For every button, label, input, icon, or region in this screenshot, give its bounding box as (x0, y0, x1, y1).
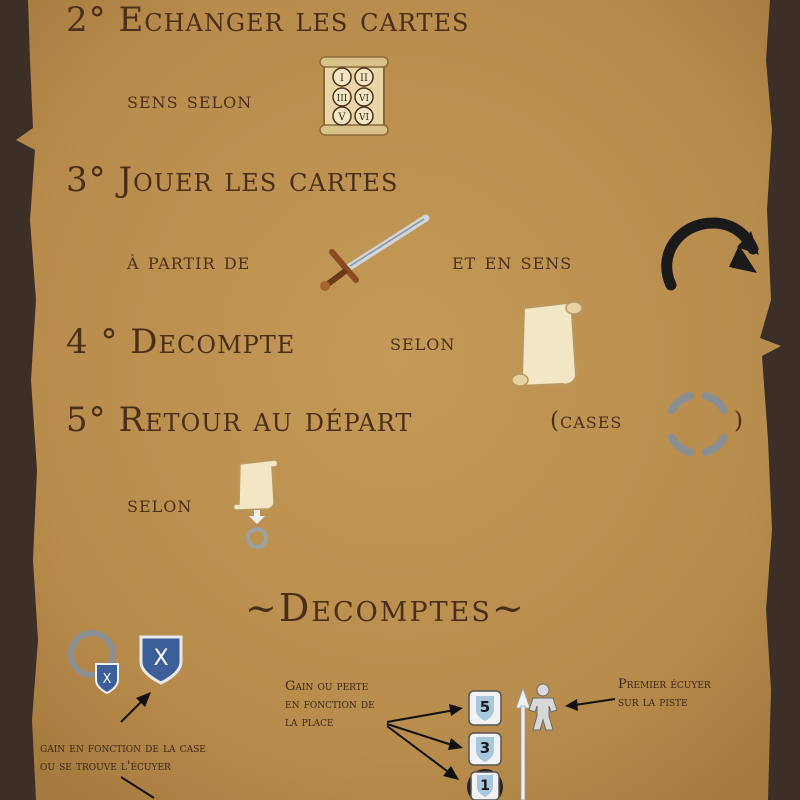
badge-3-icon (468, 732, 502, 766)
numeral-3: III (336, 94, 348, 104)
step5-paren-close: ) (734, 408, 744, 434)
step2-title: 2° Echanger les cartes (66, 0, 470, 40)
numeral-2: II (360, 73, 368, 84)
premier-label (618, 676, 711, 712)
step5-title: 5° Retour au départ (66, 400, 413, 440)
step3-detail-start: à partir de (127, 249, 251, 275)
small-shield-mark: X (102, 672, 112, 687)
arrow-icon (118, 688, 154, 726)
decomptes-title: ~Decomptes~ (245, 586, 526, 630)
rotate-arrow-icon (655, 215, 759, 293)
premier-line1: Premier écuyer (618, 677, 711, 692)
badge-1-label: 1 (480, 778, 490, 794)
arrow-down-icon (118, 774, 158, 800)
sword-icon (320, 212, 432, 290)
scroll-to-ring-icon (232, 458, 282, 554)
scroll-icon (510, 298, 590, 390)
place-arrows-icon (385, 690, 467, 782)
scroll-numerals-icon (318, 55, 390, 137)
arrow-premier-icon (563, 694, 617, 712)
ring-shield-icon (66, 628, 126, 694)
shield-icon (138, 634, 184, 686)
step2-detail: sens selon (127, 88, 253, 114)
numeral-6: VI (358, 113, 370, 123)
numeral-5: V (338, 112, 346, 123)
squire-icon (527, 682, 559, 732)
gain-case-line1: gain en fonction de la case (40, 741, 206, 756)
ring-cases-icon (660, 390, 736, 458)
gain-case-label (40, 740, 206, 776)
step4-title: 4 ° Decompte (66, 322, 296, 362)
gain-place-line1: Gain ou perte (285, 679, 369, 694)
badge-5-label: 5 (479, 698, 491, 716)
step5-paren-open: (cases (550, 408, 623, 434)
step5-detail: selon (127, 492, 193, 518)
gain-place-line3: la place (285, 715, 334, 730)
premier-line2: sur la piste (618, 695, 688, 710)
shield-mark: X (153, 646, 169, 671)
gain-place-line2: en fonction de (285, 697, 375, 712)
gain-case-line2: ou se trouve l'écuyer (40, 759, 171, 774)
step3-title: 3° Jouer les cartes (66, 160, 399, 200)
badge-3-label: 3 (479, 739, 491, 757)
badge-5-icon (468, 690, 502, 726)
step4-detail: selon (390, 330, 456, 356)
numeral-1: I (340, 73, 344, 84)
gain-place-label (285, 678, 375, 732)
badge-1-icon (466, 768, 504, 800)
step3-detail-direction: et en sens (452, 249, 573, 275)
numeral-4: VI (358, 94, 370, 104)
